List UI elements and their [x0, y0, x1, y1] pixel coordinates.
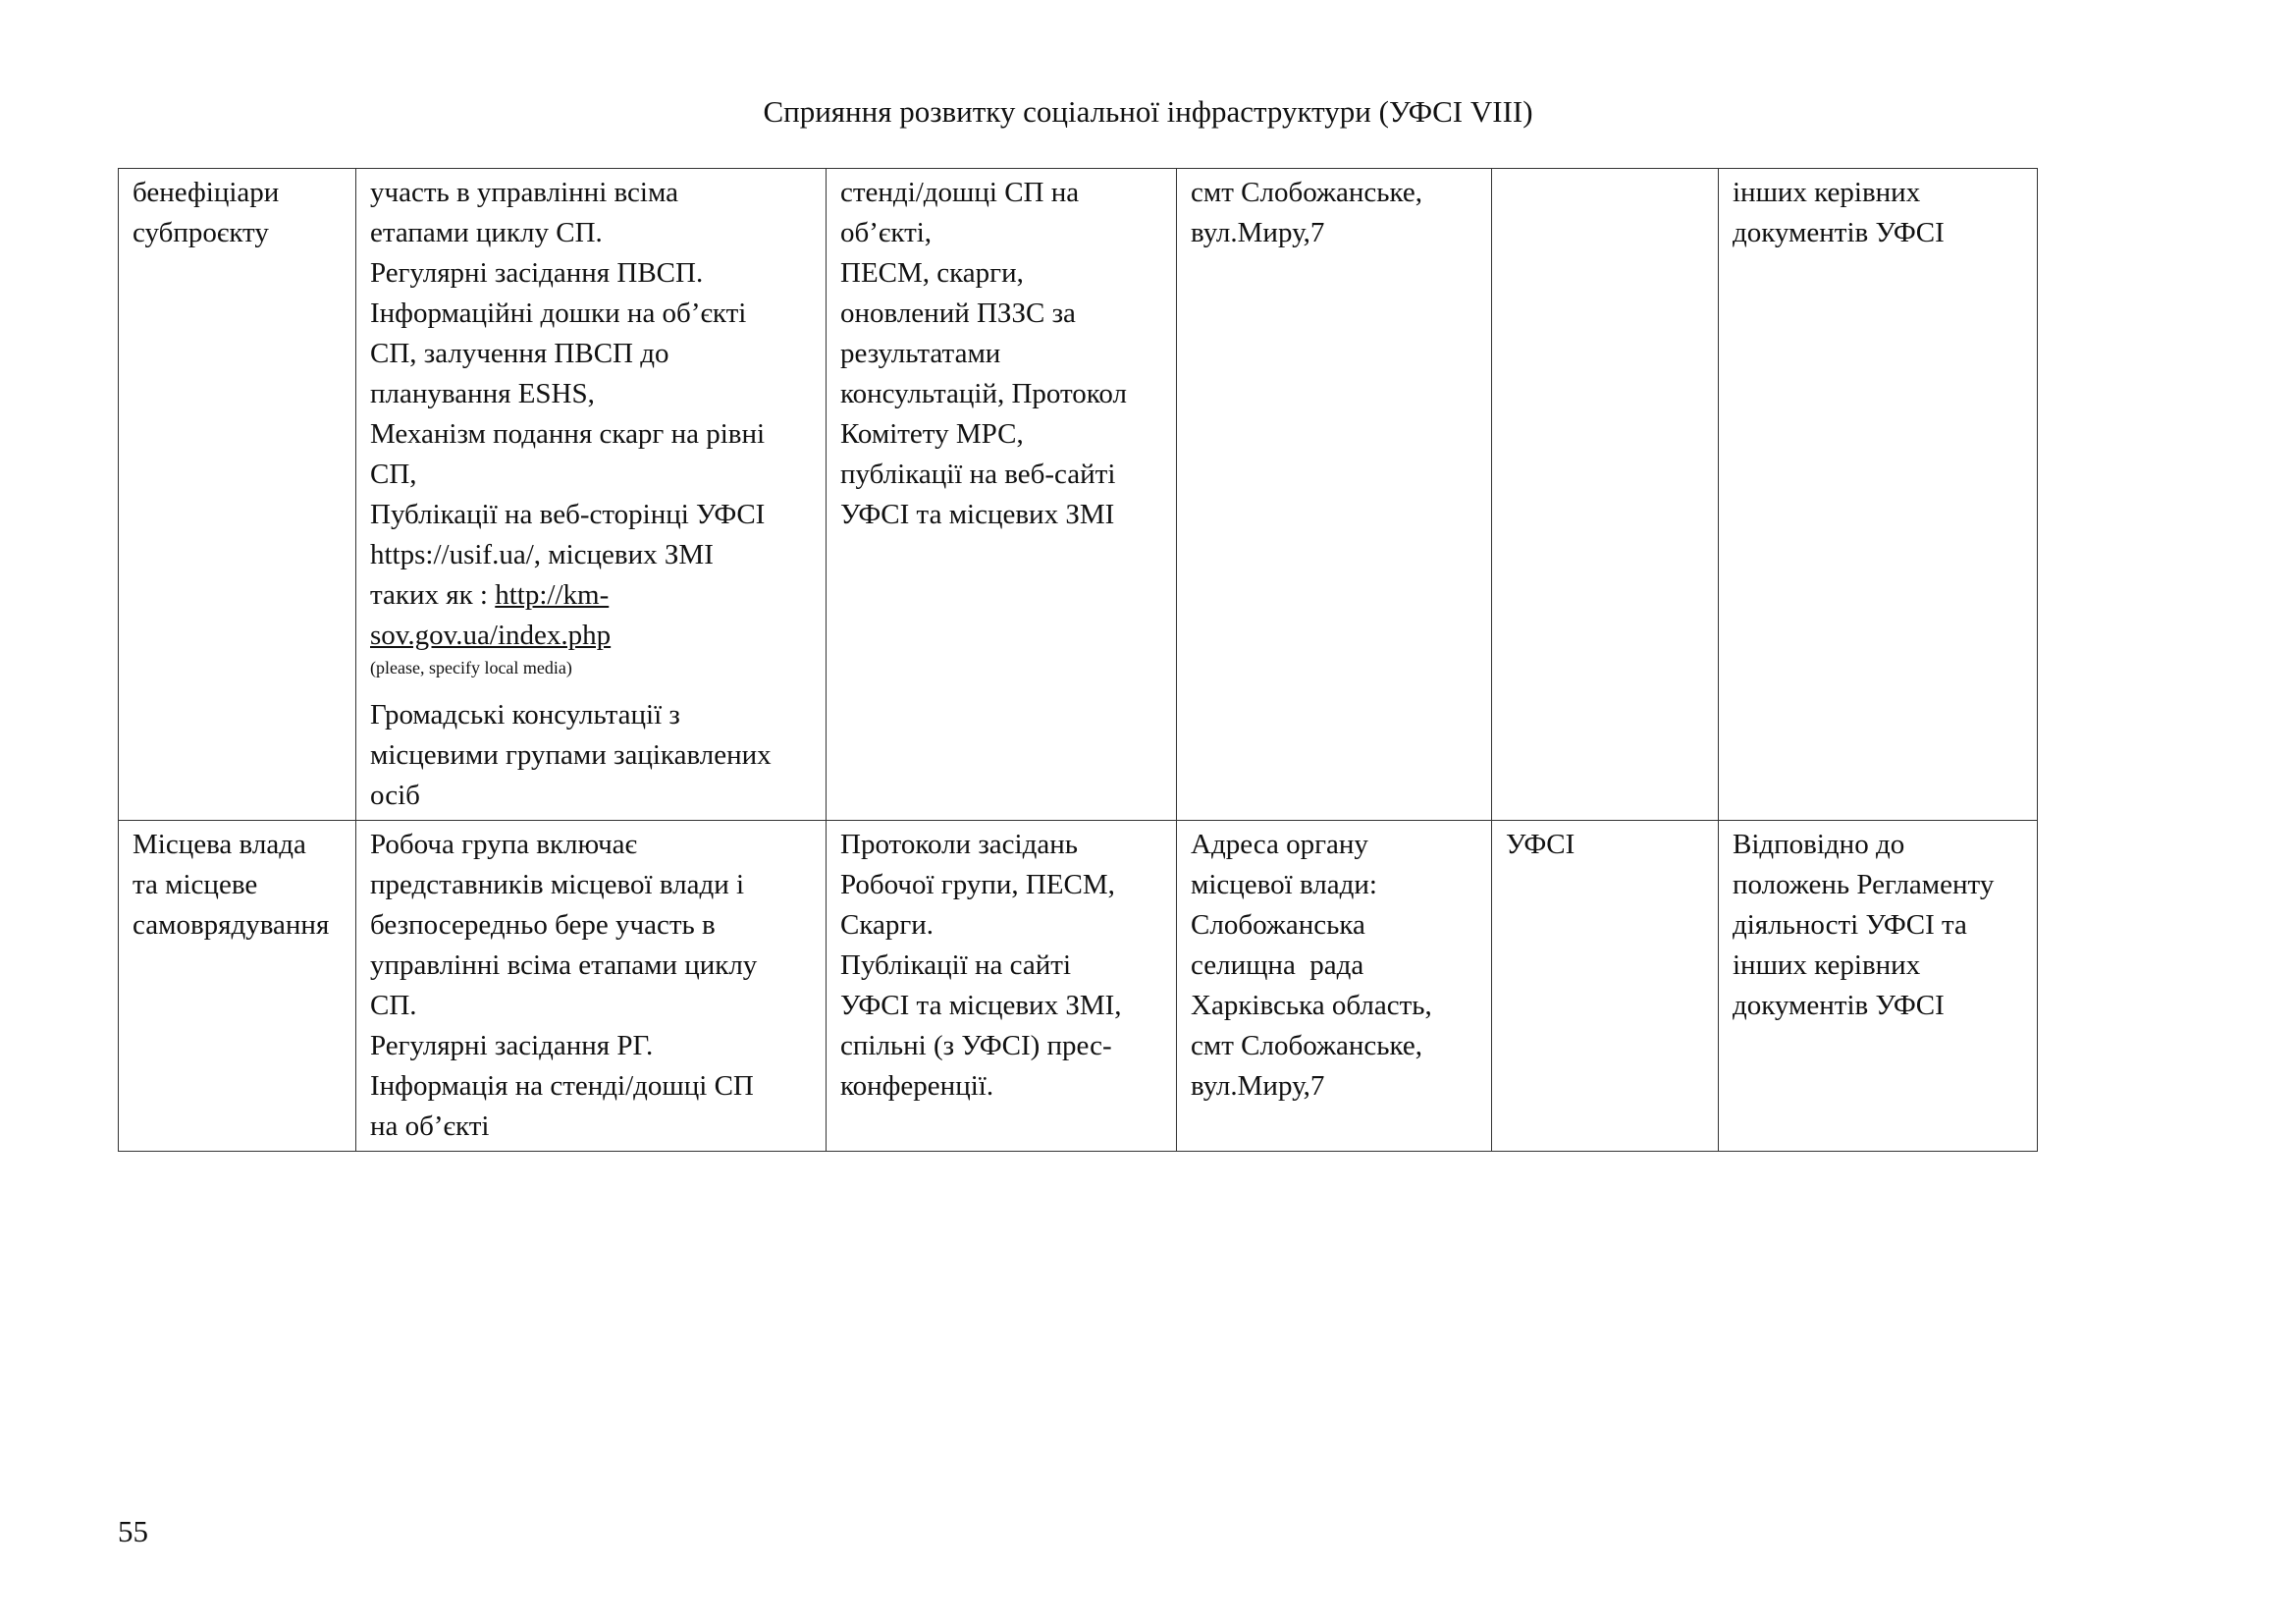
cell-line: діяльності УФСІ та: [1733, 909, 1967, 941]
stakeholder-cell: [119, 821, 356, 1152]
stakeholder-cell: [119, 169, 356, 821]
cell-line: Комітету МРС,: [840, 418, 1024, 450]
cell-line: Робочої групи, ПЕСМ,: [840, 869, 1115, 900]
cell-line: самоврядування: [133, 909, 330, 941]
cell-line: Регулярні засідання РГ.: [370, 1030, 654, 1061]
cell-line: УФСІ та місцевих ЗМІ: [840, 499, 1115, 530]
page-number: 55: [118, 1514, 148, 1548]
table-row: [119, 169, 2038, 821]
cell-line: публікації на веб-сайті: [840, 459, 1116, 490]
cell-line: Інформація на стенді/дошці СП: [370, 1070, 754, 1102]
cell-line: участь в управлінні всіма: [370, 177, 678, 208]
cell-line: УФСІ: [1506, 829, 1575, 860]
cell-line: інших керівних: [1733, 177, 1921, 208]
cell-line: [370, 575, 812, 616]
cell-line: бенефіціари: [133, 177, 280, 208]
engagement-method-cell: [356, 821, 827, 1152]
cell-line: ПЕСМ, скарги,: [840, 257, 1024, 289]
cell-line: конференції.: [840, 1070, 994, 1102]
cell-line: СП.: [370, 990, 417, 1021]
cell-line: Публікації на сайті: [840, 949, 1072, 981]
cell-line: Регулярні засідання ПВСП.: [370, 257, 704, 289]
cell-line: документів УФСІ: [1733, 990, 1945, 1021]
cell-line: УФСІ та місцевих ЗМІ,: [840, 990, 1122, 1021]
cell-line: Адреса органу: [1191, 829, 1368, 860]
cell-line: представників місцевої влади і: [370, 869, 745, 900]
cell-line: документів УФСІ: [1733, 217, 1945, 248]
cell-line: Громадські консультації з: [370, 699, 680, 731]
cell-line: СП, залучення ПВСП до: [370, 338, 669, 369]
cell-line: Інформаційні дошки на об’єкті: [370, 298, 747, 329]
cell-line: етапами циклу СП.: [370, 217, 603, 248]
cell-line: безпосередньо бере участь в: [370, 909, 716, 941]
cell-line: Відповідно до: [1733, 829, 1905, 860]
table-row: [119, 821, 2038, 1152]
responsible-cell: [1492, 169, 1719, 821]
address-cell: [1177, 169, 1492, 821]
cell-line: Слобожанська: [1191, 909, 1365, 941]
cell-line: та місцеве: [133, 869, 258, 900]
page-title: Сприяння розвитку соціальної інфраструктури (УФСІ VIII): [763, 94, 1533, 129]
cell-line: вул.Миру,7: [1191, 1070, 1325, 1102]
cell-line: осіб: [370, 780, 420, 811]
cell-line: положень Регламенту: [1733, 869, 1995, 900]
cell-line: селищна рада: [1191, 949, 1364, 981]
cell-line: результатами: [840, 338, 1001, 369]
cell-line: планування ESHS,: [370, 378, 595, 409]
responsible-cell: [1492, 821, 1719, 1152]
cell-line: https://usif.ua/, місцевих ЗМІ: [370, 539, 714, 570]
cell-line: місцевої влади:: [1191, 869, 1377, 900]
stakeholder-table: [118, 168, 2038, 1152]
local-media-link[interactable]: http://km-: [495, 579, 610, 611]
cell-line: Протоколи засідань: [840, 829, 1078, 860]
cell-line: спільні (з УФСІ) прес-: [840, 1030, 1112, 1061]
link-prefix: таких як :: [370, 579, 496, 611]
cell-line: Робоча група включає: [370, 829, 637, 860]
address-cell: [1177, 821, 1492, 1152]
cell-line: на об’єкті: [370, 1110, 490, 1142]
engagement-method-cell: [356, 169, 827, 821]
cell-line: Харківська область,: [1191, 990, 1432, 1021]
cell-line: Місцева влада: [133, 829, 306, 860]
cell-line: Механізм подання скарг на рівні: [370, 418, 766, 450]
cell-line: смт Слобожанське,: [1191, 1030, 1423, 1061]
documentation-cell: [827, 821, 1177, 1152]
cell-line: Скарги.: [840, 909, 934, 941]
cell-line: об’єкті,: [840, 217, 933, 248]
cell-line: Публікації на веб-сторінці УФСІ: [370, 499, 766, 530]
local-media-note: (please, specify local media): [370, 658, 572, 677]
cell-line: СП,: [370, 459, 417, 490]
regulation-cell: [1719, 169, 2038, 821]
cell-line: вул.Миру,7: [1191, 217, 1325, 248]
regulation-cell: [1719, 821, 2038, 1152]
cell-line: стенді/дошці СП на: [840, 177, 1080, 208]
cell-line: консультацій, Протокол: [840, 378, 1127, 409]
cell-line: інших керівних: [1733, 949, 1921, 981]
documentation-cell: [827, 169, 1177, 821]
cell-line: управлінні всіма етапами циклу: [370, 949, 758, 981]
cell-line: субпроєкту: [133, 217, 269, 248]
cell-line: місцевими групами зацікавлених: [370, 739, 772, 771]
cell-line: оновлений ПЗЗС за: [840, 298, 1076, 329]
cell-line: смт Слобожанське,: [1191, 177, 1423, 208]
local-media-link-continued[interactable]: sov.gov.ua/index.php: [370, 620, 612, 651]
